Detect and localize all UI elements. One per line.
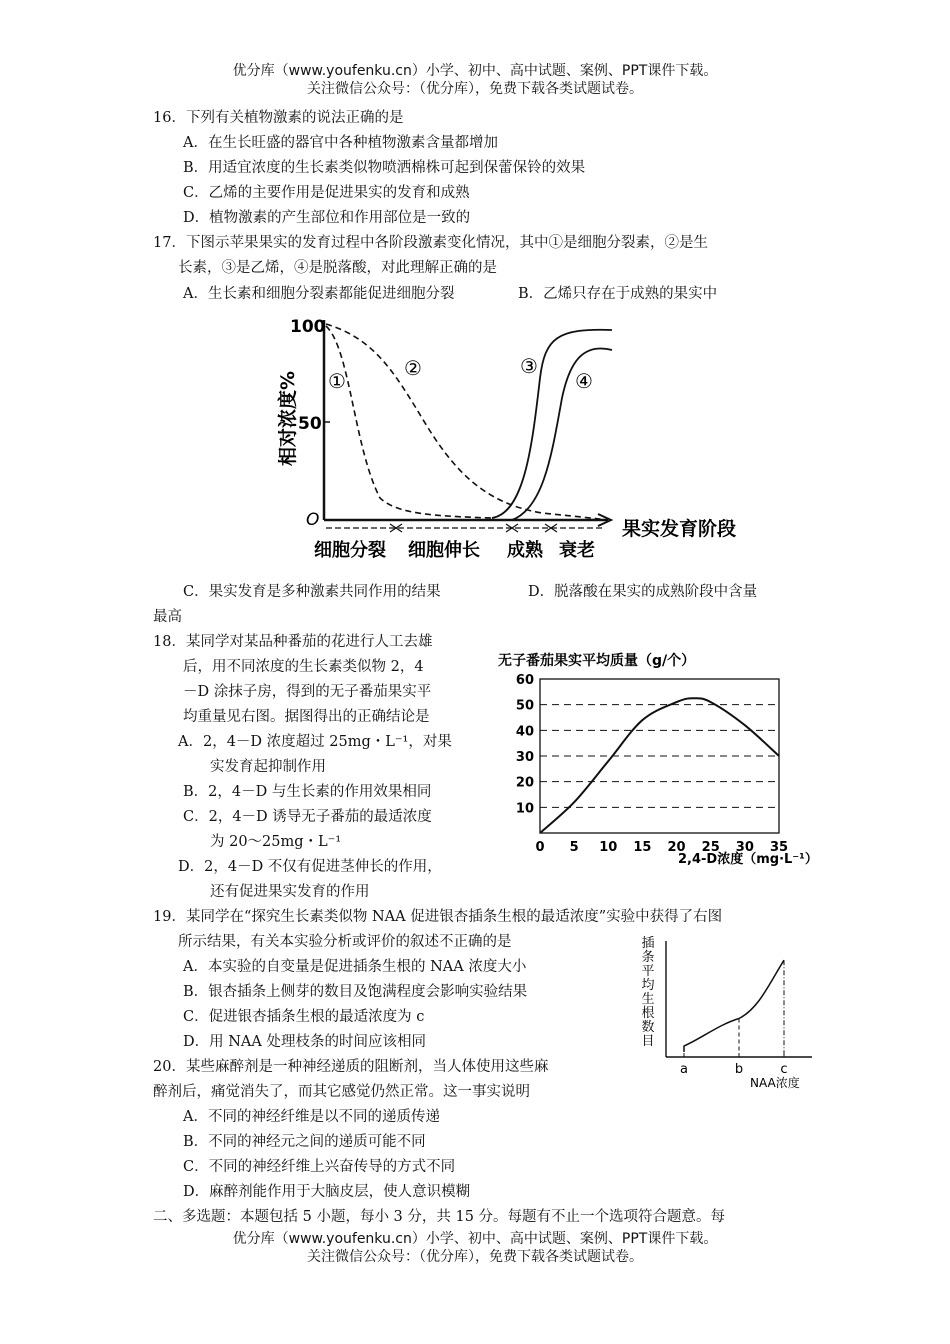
- q16-option-a: A．在生长旺盛的器官中各种植物激素含量都增加: [183, 135, 498, 151]
- q18-option-c: C．2，4－D 诱导无子番茄的最适浓度: [183, 809, 432, 825]
- page-header-line1: 优分库（www.youfenku.cn）小学、初中、高中试题、案例、PPT课件下载。: [232, 63, 718, 79]
- tomato-y-tick-label: 10: [515, 801, 534, 817]
- tomato-chart-x-label: 2,4-D浓度（mg·L⁻¹）: [678, 852, 818, 867]
- tomato-x-tick-label: 0: [535, 840, 545, 855]
- tomato-x-tick-label: 25: [701, 840, 720, 855]
- hormone-chart-y-tick-100: 100: [290, 317, 326, 337]
- tomato-y-tick-label: 40: [515, 724, 534, 740]
- tomato-x-tick-label: 30: [735, 840, 754, 855]
- q17-option-d: D．脱落酸在果实的成熟阶段中含量: [528, 584, 758, 600]
- q20-option-a: A．不同的神经纤维是以不同的递质传递: [183, 1109, 440, 1125]
- q17-option-b: B．乙烯只存在于成熟的果实中: [518, 286, 718, 302]
- tomato-x-tick-label: 5: [569, 840, 579, 855]
- tomato-mass-chart: [490, 645, 840, 875]
- naa-chart-x-label: NAA浓度: [750, 1076, 800, 1090]
- q18-option-a: A．2，4－D 浓度超过 25mg・L⁻¹，对果: [178, 734, 452, 750]
- q19-option-b: B．银杏插条上侧芽的数目及饱满程度会影响实验结果: [183, 984, 528, 1000]
- q20-option-c: C．不同的神经纤维上兴奋传导的方式不同: [183, 1159, 456, 1175]
- tomato-x-tick-label: 35: [769, 840, 789, 855]
- hormone-stage-label-division: 细胞分裂: [314, 540, 386, 561]
- q20-option-b: B．不同的神经元之间的递质可能不同: [183, 1134, 426, 1150]
- q18-option-d-continued: 还有促进果实发育的作用: [210, 884, 370, 900]
- q18-stem-line4: 均重量见右图。据图得出的正确结论是: [183, 709, 430, 725]
- tomato-x-tick-label: 10: [599, 840, 618, 855]
- hormone-series-label-2: ②: [404, 356, 422, 380]
- q16-option-d: D．植物激素的产生部位和作用部位是一致的: [183, 210, 471, 226]
- q19-option-c: C．促进银杏插条生根的最适浓度为 c: [183, 1009, 425, 1025]
- q18-option-d: D．2，4－D 不仅有促进茎伸长的作用，: [178, 859, 442, 875]
- hormone-curve-cytokinin: [326, 326, 492, 518]
- q20-option-d: D．麻醉剂能作用于大脑皮层，使人意识模糊: [183, 1184, 471, 1200]
- tomato-y-tick-label: 60: [515, 673, 534, 688]
- q18-stem-line1: 18．某同学对某品种番茄的花进行人工去雄: [153, 634, 433, 650]
- tomato-curve: [540, 698, 779, 833]
- hormone-chart-y-label: 相对浓度%: [277, 370, 299, 466]
- q18-option-c-continued: 为 20～25mg・L⁻¹: [210, 834, 342, 850]
- hormone-curve-auxin: [326, 324, 607, 520]
- q18-option-a-continued: 实发育起抑制作用: [210, 759, 326, 775]
- hormone-chart: [262, 308, 762, 570]
- hormone-chart-origin: O: [306, 510, 320, 530]
- tomato-x-tick-label: 15: [633, 840, 652, 855]
- tomato-x-tick-label: 20: [667, 840, 686, 855]
- hormone-stage-label-ripening: 成熟: [507, 540, 543, 561]
- q20-stem-line1: 20．某些麻醉剂是一种神经递质的阻断剂，当人体使用这些麻: [153, 1059, 549, 1075]
- hormone-series-label-3: ③: [520, 354, 538, 378]
- tomato-chart-plot-frame: [540, 679, 779, 833]
- q18-stem-line3: －D 涂抹子房，得到的无子番茄果实平: [183, 684, 432, 700]
- tomato-y-tick-label: 30: [515, 750, 534, 765]
- q20-stem-line2: 醉剂后，痛觉消失了，而其它感觉仍然正常。这一事实说明: [153, 1084, 530, 1100]
- q17-option-d-continued: 最高: [153, 609, 182, 625]
- q19-option-a: A．本实验的自变量是促进插条生根的 NAA 浓度大小: [183, 959, 527, 975]
- page-footer-line1: 优分库（www.youfenku.cn）小学、初中、高中试题、案例、PPT课件下载。: [232, 1231, 718, 1247]
- naa-x-category-label: a: [680, 1062, 688, 1077]
- tomato-y-tick-label: 20: [515, 775, 534, 791]
- q19-stem-line2: 所示结果，有关本实验分析或评价的叙述不正确的是: [178, 934, 512, 950]
- page-header-line2: 关注微信公众号：（优分库），免费下载各类试题试卷。: [307, 81, 643, 97]
- q17-stem-line1: 17．下图示苹果果实的发育过程中各阶段激素变化情况，其中①是细胞分裂素，②是生: [153, 235, 708, 251]
- naa-chart-y-label: 插条平均生根数目: [641, 936, 655, 1049]
- naa-curve: [684, 960, 784, 1052]
- q18-option-b: B．2，4－D 与生长素的作用效果相同: [183, 784, 432, 800]
- q17-option-a: A．生长素和细胞分裂素都能促进细胞分裂: [183, 286, 455, 302]
- q19-option-d: D．用 NAA 处理枝条的时间应该相同: [183, 1034, 426, 1050]
- hormone-chart-x-label: 果实发育阶段: [622, 518, 737, 540]
- naa-x-category-label: b: [734, 1062, 744, 1077]
- section2-heading: 二、多选题：本题包括 5 小题，每小 3 分，共 15 分。每题有不止一个选项符合题意。每: [153, 1209, 726, 1225]
- hormone-series-label-1: ①: [328, 369, 346, 393]
- page-footer-line2: 关注微信公众号：（优分库），免费下载各类试题试卷。: [307, 1249, 643, 1265]
- q17-stem-line2: 长素，③是乙烯，④是脱落酸，对此理解正确的是: [178, 260, 497, 276]
- q16-option-b: B．用适宜浓度的生长素类似物喷洒棉株可起到保蕾保铃的效果: [183, 160, 586, 176]
- hormone-series-label-4: ④: [575, 369, 593, 393]
- tomato-y-tick-label: 50: [515, 698, 534, 714]
- q17-option-c: C．果实发育是多种激素共同作用的结果: [183, 584, 441, 600]
- hormone-chart-y-tick-50: 50: [298, 414, 322, 434]
- q16-option-c: C．乙烯的主要作用是促进果实的发育和成熟: [183, 185, 470, 201]
- q19-stem-line1: 19．某同学在“探究生长素类似物 NAA 促进银杏插条生根的最适浓度”实验中获得了右图: [153, 909, 723, 925]
- naa-rooting-chart: [632, 935, 832, 1095]
- naa-x-category-label: c: [780, 1062, 788, 1077]
- tomato-chart-title: 无子番茄果实平均质量（g/个）: [498, 653, 696, 669]
- hormone-curve-ethylene: [492, 330, 612, 518]
- hormone-stage-label-elongation: 细胞伸长: [408, 540, 480, 561]
- q18-stem-line2: 后，用不同浓度的生长素类似物 2，4: [183, 659, 424, 675]
- hormone-stage-label-senescence: 衰老: [559, 540, 595, 561]
- q16-stem: 16．下列有关植物激素的说法正确的是: [153, 110, 404, 126]
